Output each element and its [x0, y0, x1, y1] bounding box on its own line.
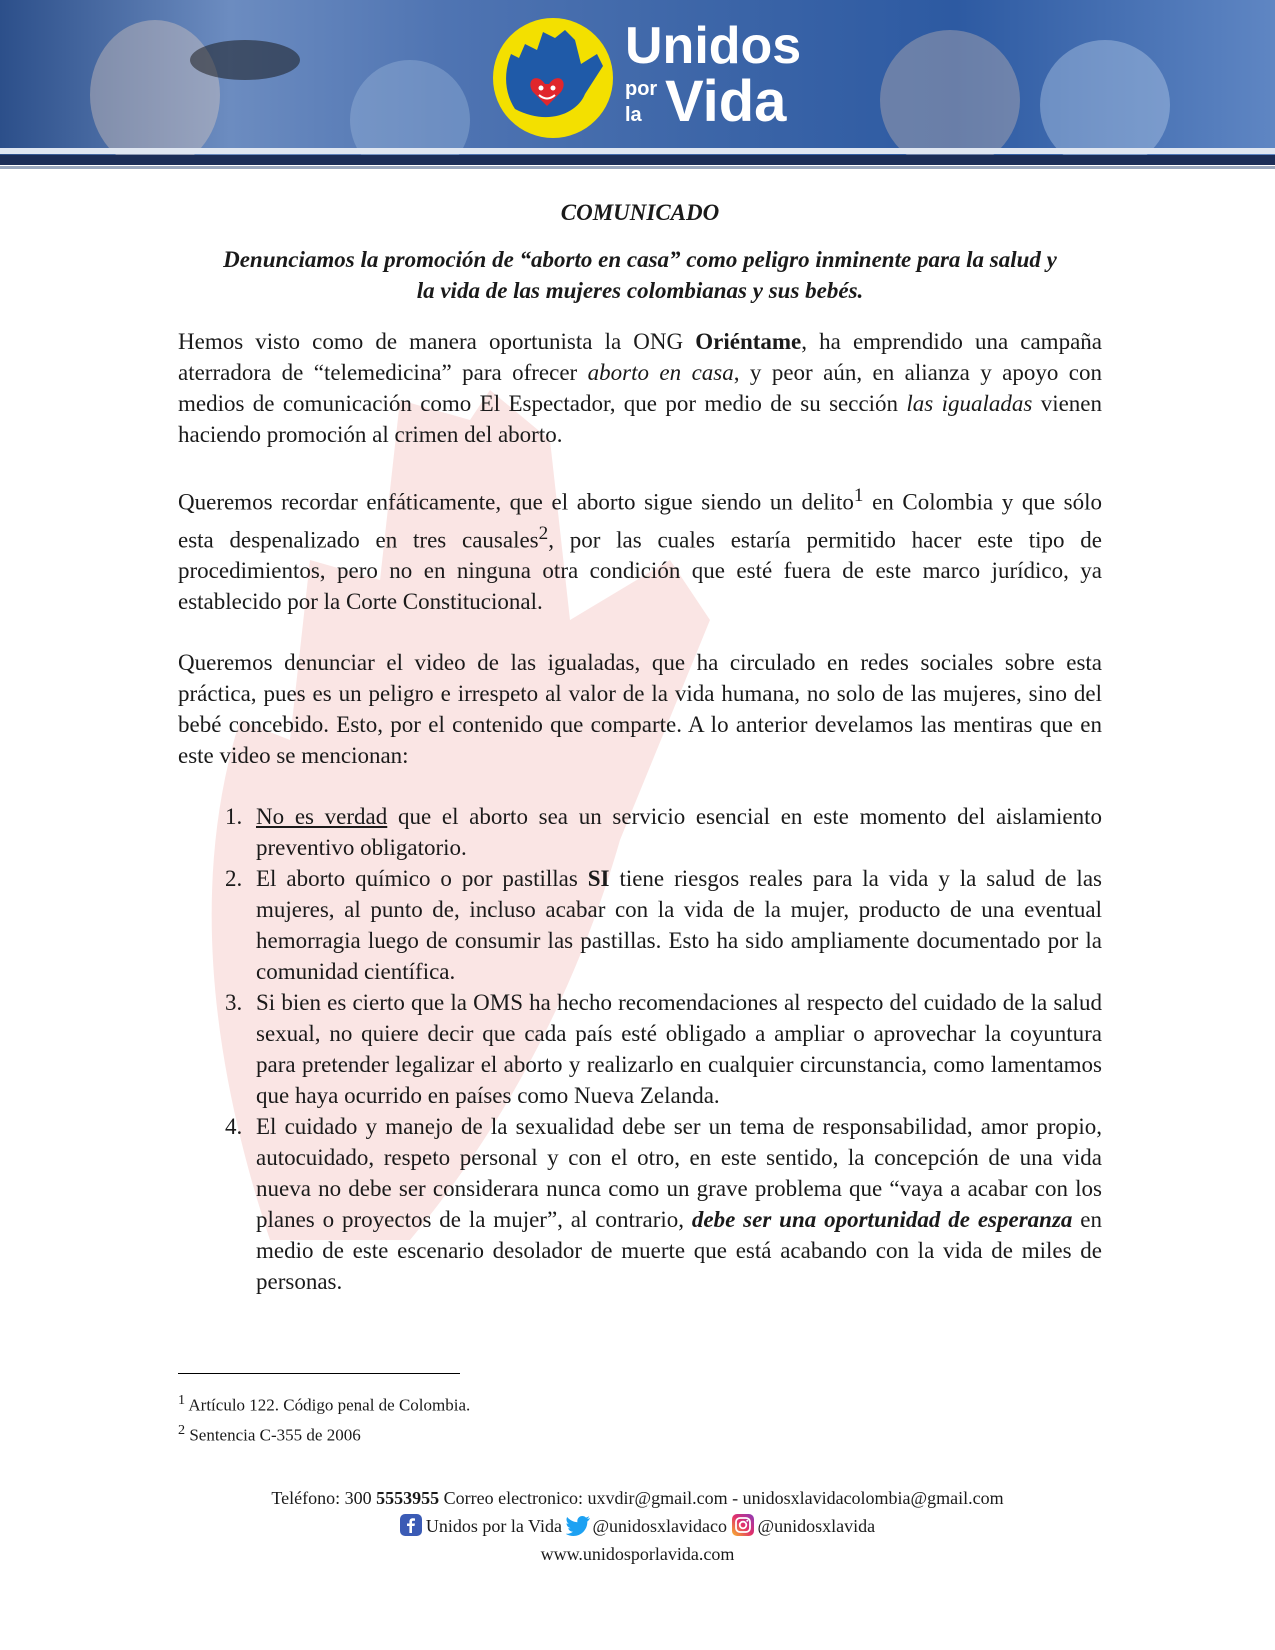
social-line: [0, 1512, 1275, 1540]
crowd-photo-figure: [350, 60, 470, 158]
website-link[interactable]: www.unidosporlavida.com: [540, 1544, 735, 1564]
text: El aborto químico o por pastillas: [256, 866, 588, 892]
underlined-no-es-verdad: No es verdad: [256, 804, 388, 830]
footnote-ref-1[interactable]: 1: [853, 485, 864, 506]
footnote-ref-2[interactable]: 2: [538, 522, 549, 544]
footnote-text: Sentencia C-355 de 2006: [185, 1425, 361, 1445]
list-item: [248, 1111, 1102, 1297]
instagram-handle[interactable]: @unidosxlavida: [757, 1516, 876, 1536]
text: , ha emprendido una campaña aterradora de “telemedicina” para ofrecer: [178, 329, 1102, 385]
footnote-text: Artículo 122. Código penal de Colombia.: [185, 1395, 471, 1415]
header-stripe-light: [0, 148, 1275, 154]
document-title: COMUNICADO: [560, 200, 720, 225]
paragraph-2: [178, 480, 1102, 617]
list-item: [248, 801, 1102, 863]
bold-italic-esperanza: debe ser una oportunidad de esperanza: [691, 1207, 1073, 1233]
footnote-mark: 1: [178, 1392, 186, 1408]
text: Queremos recordar enfáticamente, que el aborto sigue siendo un delito: [178, 489, 854, 515]
logo-text-la: la: [625, 104, 642, 126]
text: en Colombia y que sólo esta despenalizado en tres causales: [178, 489, 1102, 553]
unidos-por-la-vida-logo: [485, 14, 805, 142]
list-item: 3. Si bien es cierto que la OMS ha hecho recomendaciones al respecto del cuidado de la salud sexual, no quiere decir que cada país esté obligado a ampliar o aprovechar la coyuntura para pretender legalizar el aborto y realizarlo en cualquier circunstancia, como lamentamos que haya ocurrido en países como Nueva Zelanda.: [248, 987, 1102, 1111]
italic-las-igualadas: las igualadas: [906, 391, 1033, 416]
phone-number[interactable]: 5553955: [376, 1488, 440, 1508]
logo-text-unidos: Unidos: [625, 17, 802, 75]
logo-text-vida: Vida: [665, 69, 787, 134]
text: vienen haciendo promoción al crimen del aborto.: [178, 391, 1103, 447]
crowd-photo-sunglasses: [190, 40, 300, 80]
facebook-icon[interactable]: [400, 1514, 422, 1536]
twitter-bird-icon[interactable]: [566, 1514, 588, 1536]
hand-heart-icon: [485, 14, 645, 142]
text: El cuidado y manejo de la sexualidad debe ser un tema de responsabilidad, amor propio, autocuidado, respeto personal y con el otro, en este sentido, la concepción de una vida nueva no debe ser considerara nunca como un grave problema que “vaya a acabar con los planes o proyectos de la mujer”, al contrario,: [256, 1114, 1102, 1233]
facebook-handle[interactable]: Unidos por la Vida: [425, 1516, 562, 1536]
contact-footer: [0, 1484, 1275, 1568]
footnote-1: [178, 1388, 470, 1418]
email-addresses[interactable]: Correo electronico: uxvdir@gmail.com - unidosxlavidacolombia@gmail.com: [439, 1488, 1004, 1508]
header-banner: [0, 0, 1275, 158]
header-stripe-dark: [0, 155, 1275, 165]
crowd-photo-face: [90, 20, 220, 158]
text: , por las cuales estaría permitido hacer este tipo de procedimientos, pero no en ninguna otra condición que esté fuera de este marco jurídico, ya establecido por la Corte Constitucional.: [178, 527, 1102, 615]
phone-label: Teléfono: 300: [271, 1488, 377, 1508]
list-item: [248, 863, 1102, 987]
logo-text-por: por: [625, 78, 658, 100]
footnotes: [178, 1388, 470, 1447]
document-subtitle: Denunciamos la promoción de “aborto en casa” como peligro inminente para la salud y la vida de las mujeres colombianas y sus bebés.: [223, 247, 1057, 303]
footnote-2: [178, 1418, 470, 1448]
italic-aborto-en-casa: aborto en casa: [587, 360, 734, 385]
crowd-photo-face: [880, 30, 1020, 158]
paragraph-3: Queremos denunciar el video de las igualadas, que ha circulado en redes sociales sobre esta práctica, pues es un peligro e irrespeto al valor de la vida humana, no solo de las mujeres, sino del bebé concebido. Esto, por el contenido que comparte. A lo anterior develamos las mentiras que en este video se mencionan:: [178, 650, 1102, 769]
instagram-icon[interactable]: [732, 1514, 754, 1536]
twitter-handle[interactable]: @unidosxlavidaco: [592, 1516, 728, 1536]
text: tiene riesgos reales para la vida y la salud de las mujeres, al punto de, incluso acabar con la vida de la mujer, producto de una eventual hemorragia luego de consumir las pastillas. Esto ha sido ampliamente documentado por la comunidad científica.: [256, 866, 1102, 985]
paragraph-1: [178, 326, 1102, 450]
numbered-list: [178, 801, 1102, 1297]
text: en medio de este escenario desolador de muerte que está acabando con la vida de miles de personas.: [256, 1207, 1102, 1295]
contact-line: [0, 1484, 1275, 1512]
footnote-mark: 2: [178, 1421, 186, 1438]
footnote-separator: [178, 1373, 460, 1374]
bold-si: SI: [587, 866, 610, 892]
document-body: [178, 200, 1102, 1297]
crowd-photo-face: [1040, 40, 1170, 158]
text: Hemos visto como de manera oportunista la ONG: [178, 329, 696, 354]
text: , y peor aún, en alianza y apoyo con medios de comunicación como El Espectador, que por medio de su sección: [178, 360, 1102, 416]
text: que el aborto sea un servicio esencial en este momento del aislamiento preventivo obligatorio.: [256, 804, 1102, 861]
bold-orientame: Oriéntame: [695, 329, 802, 354]
header-stripe-gray: [0, 166, 1275, 169]
